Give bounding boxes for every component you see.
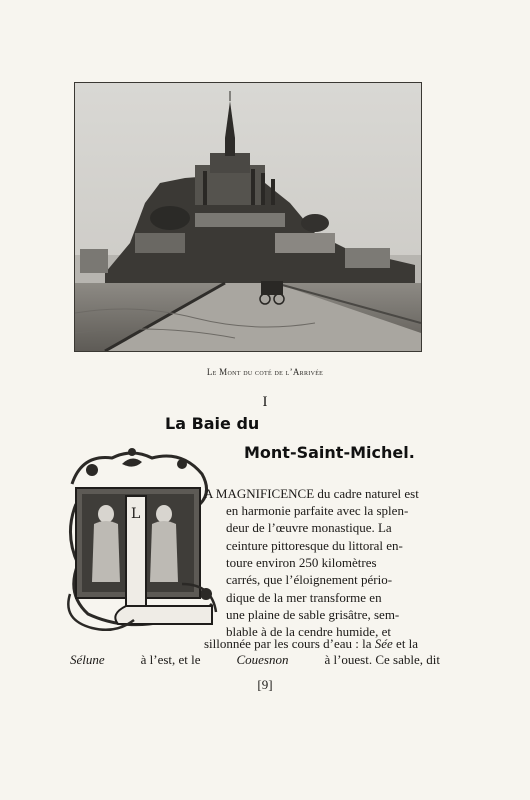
chapter-title-line-1: La Baie du — [165, 414, 260, 433]
mont-saint-michel-photograph — [74, 82, 422, 352]
body-line-11 — [70, 652, 440, 668]
photo-caption — [0, 367, 530, 377]
page-number: [9] — [257, 677, 273, 692]
body-line-10-part-2: et la — [396, 636, 419, 651]
body-line-8-text: une plaine de sable grisâtre, sem- — [226, 607, 400, 622]
body-line-5-text: toure environ 250 kilomètres — [226, 555, 377, 570]
body-line-5 — [226, 555, 377, 571]
body-line-10 — [204, 636, 418, 652]
river-name-selune: Sélune — [70, 652, 105, 667]
body-line-1 — [204, 486, 440, 502]
ornate-initial-letter — [62, 444, 220, 634]
body-line-3-text: deur de l’œuvre monastique. La — [226, 520, 392, 535]
caption-text: Le Mont du coté de l’Arrivée — [206, 367, 324, 377]
body-line-4-text: ceinture pittoresque du littoral en- — [226, 538, 403, 553]
chapter-number: I — [262, 394, 268, 410]
body-line-11-part-2: à l’ouest. Ce sable, dit — [324, 652, 440, 667]
body-line-9-text: blable à de la cendre humide, et — [226, 624, 391, 639]
chapter-title-line-2: Mont-Saint-Michel. — [244, 443, 415, 462]
river-name-couesnon: Couesnon — [236, 652, 289, 667]
body-line-6-text: carrés, que l’éloignement pério- — [226, 572, 393, 587]
body-line-10-part-1: sillonnée par les cours d’eau : la — [204, 636, 372, 651]
body-line-3 — [226, 520, 392, 536]
body-line-11-part-1: à l’est, et le — [140, 652, 201, 667]
body-line-2 — [226, 503, 408, 519]
body-line-6 — [226, 572, 392, 588]
body-line-7 — [226, 590, 382, 606]
body-line-2-text: en harmonie parfaite avec la splen- — [226, 503, 409, 518]
body-line-4 — [226, 538, 403, 554]
river-name-see: Sée — [374, 636, 393, 651]
body-line-7-text: dique de la mer transforme en — [226, 590, 382, 605]
body-line-1-text: A MAGNIFICENCE du cadre naturel est — [204, 486, 419, 501]
initial-letter-glyph: L — [131, 506, 141, 522]
body-line-8 — [226, 607, 399, 623]
